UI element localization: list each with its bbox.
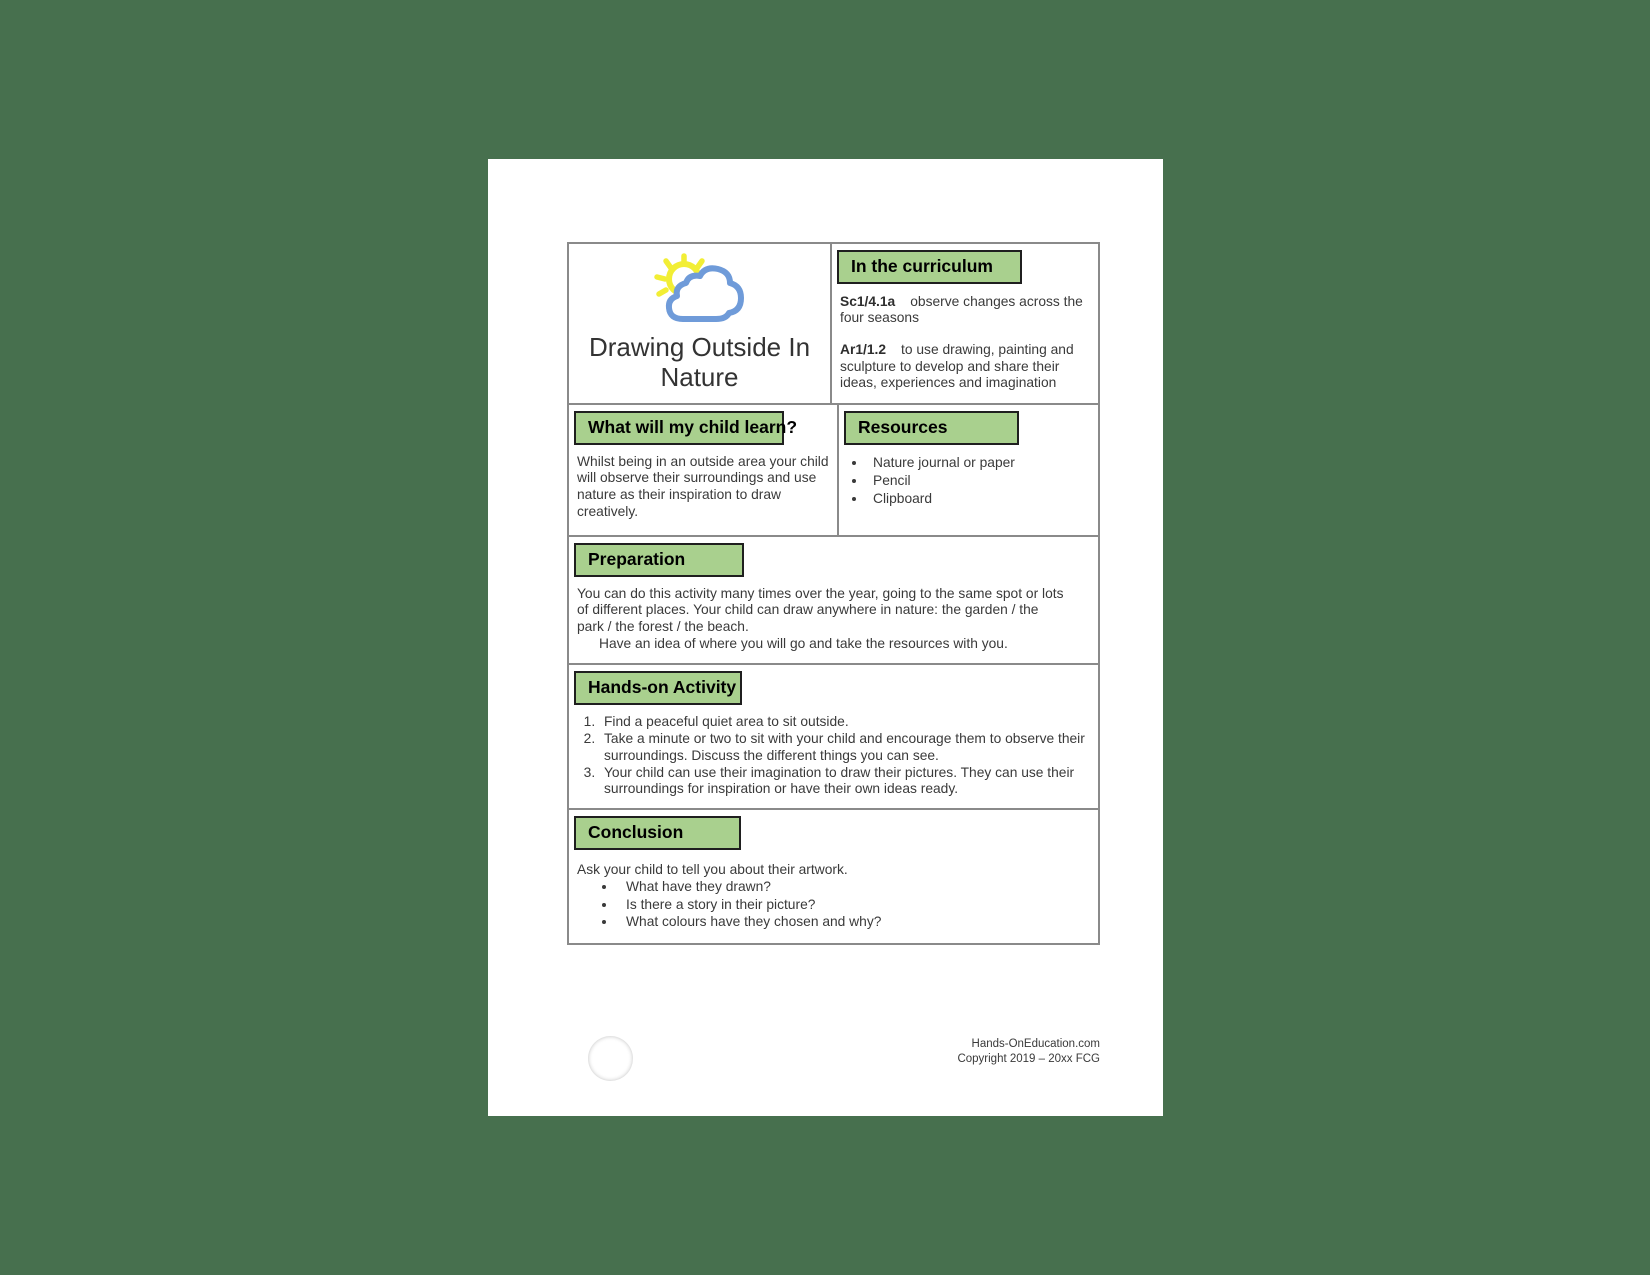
preparation-heading: Preparation [574, 543, 744, 577]
curriculum-heading: In the curriculum [837, 250, 1022, 284]
conclusion-cell [569, 810, 1098, 943]
footer [957, 1037, 1100, 1067]
conclusion-heading: Conclusion [574, 816, 741, 850]
curriculum-items [832, 294, 1098, 392]
resources-cell [839, 405, 1098, 535]
worksheet-table [567, 242, 1100, 945]
list-item: 1. Find a peaceful quiet area to sit outside. [599, 714, 1092, 731]
footer-copyright: Copyright 2019 – 20xx FCG [957, 1053, 1100, 1065]
curriculum-item: Sc1/4.1a observe changes across the four seasons [840, 293, 1083, 326]
hands-on-education-logo [588, 1036, 633, 1081]
learn-cell [569, 405, 839, 535]
title-cell [569, 244, 832, 403]
conclusion-intro: Ask your child to tell you about their artwork. [577, 861, 848, 877]
resources-list [839, 455, 1098, 508]
conclusion-questions [569, 879, 1098, 930]
activity-cell [569, 665, 1098, 808]
curriculum-item: Ar1/1.2 to use drawing, painting and sculpture to develop and share their ideas, experiences and imagination [840, 342, 1074, 391]
footer-site: Hands-OnEducation.com [971, 1038, 1100, 1050]
list-item: • Pencil [867, 473, 1098, 490]
preparation-paragraph: You can do this activity many times over the year, going to the same spot or lots of different places. Your child can draw anywhere in nature: the garden / the park / the forest / the beach. [577, 585, 1064, 635]
learn-heading: What will my child learn? [574, 411, 784, 445]
curriculum-cell [832, 244, 1098, 403]
row-preparation [569, 537, 1098, 665]
list-item: 3. Your child can use their imagination to draw their pictures. They can use their surroundings for inspiration or have their own ideas ready. [599, 765, 1092, 798]
document-title: Drawing Outside In Nature [588, 332, 811, 392]
row-title-curriculum [569, 244, 1098, 405]
preparation-cell [569, 537, 1098, 663]
list-item: • Is there a story in their picture? [617, 897, 1098, 914]
list-item: • What have they drawn? [617, 879, 1098, 896]
list-item: • What colours have they chosen and why? [617, 914, 1098, 931]
sun-cloud-icon [650, 253, 750, 325]
document-page [488, 159, 1163, 1116]
preparation-note: Have an idea of where you will go and take the resources with you. [599, 635, 1008, 651]
row-learn-resources [569, 405, 1098, 537]
list-item: • Nature journal or paper [867, 455, 1098, 472]
activity-steps [569, 714, 1092, 798]
list-item: 2. Take a minute or two to sit with your child and encourage them to observe their surroundings. Discuss the different things you can see. [599, 731, 1092, 764]
resources-heading: Resources [844, 411, 1019, 445]
list-item: • Clipboard [867, 491, 1098, 508]
row-activity [569, 665, 1098, 810]
row-conclusion [569, 810, 1098, 943]
learn-paragraph: Whilst being in an outside area your child will observe their surroundings and use nature as their inspiration to draw creatively. [577, 453, 829, 519]
activity-heading: Hands-on Activity [574, 671, 742, 705]
